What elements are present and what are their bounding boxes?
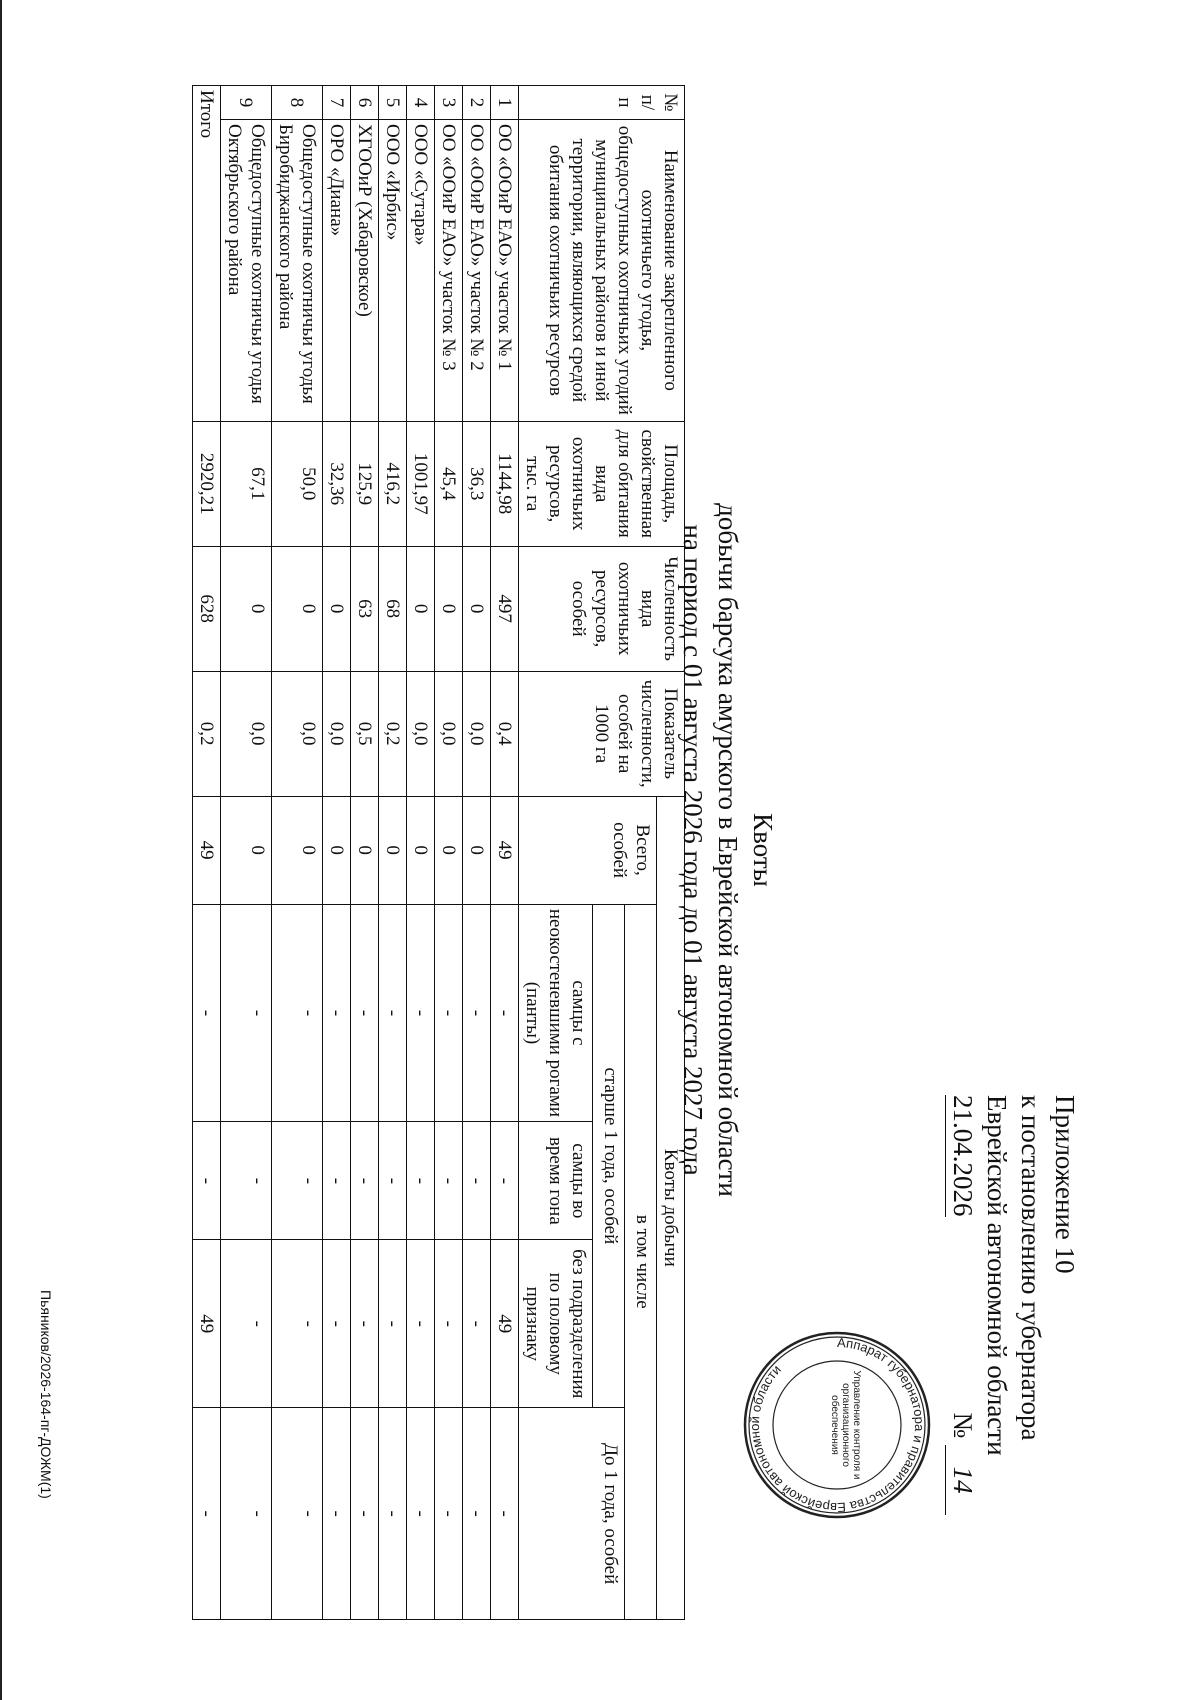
row-males-rut: -: [323, 1122, 351, 1240]
title-line-3: на период с 01 августа 2026 года до 01 августа 2027 года: [678, 524, 708, 1176]
row-males-antlers: -: [221, 904, 272, 1122]
row-males-antlers: -: [379, 904, 407, 1122]
row-density: 0,5: [351, 671, 379, 796]
row-no-sex: -: [323, 1240, 351, 1408]
row-density: 0,4: [491, 671, 519, 796]
row-name: Общедоступные охотничьи угодья Октябрьского района: [221, 119, 272, 421]
header-no-sex: без подразделения по половому признаку: [519, 1240, 593, 1408]
row-num: 6: [351, 86, 379, 120]
row-num: 3: [435, 86, 463, 120]
row-density: 0,0: [272, 671, 323, 796]
row-density: 0,0: [435, 671, 463, 796]
row-total: 0: [435, 796, 463, 904]
total-total: 49: [193, 796, 221, 904]
total-pop: 628: [193, 546, 221, 671]
row-males-antlers: -: [351, 904, 379, 1122]
footer-reference: Пьяников/2026-164-пг-ДОЖМ(1): [38, 1290, 54, 1499]
row-males-rut: -: [407, 1122, 435, 1240]
row-males-rut: -: [463, 1122, 491, 1240]
header-under1: До 1 года, особей: [519, 1408, 625, 1620]
row-population: 0: [435, 546, 463, 671]
appendix-date: 21.04.2026: [945, 1095, 980, 1217]
row-males-rut: -: [221, 1122, 272, 1240]
seal-ring-text: Аппарат губернатора и правительства Еврейской автономной области: [746, 1334, 928, 1516]
row-num: 5: [379, 86, 407, 120]
row-num: 9: [221, 86, 272, 120]
row-area: 50,0: [272, 421, 323, 546]
header-density: Показатель численности, особей на 1000 га: [519, 671, 685, 796]
row-name: ООО «Ирбис»: [379, 119, 407, 421]
title-line-1: Квоты: [748, 813, 778, 887]
row-population: 0: [463, 546, 491, 671]
row-no-sex: -: [379, 1240, 407, 1408]
header-area: Площадь, свойственная для обитания вида охотничьих ресурсов, тыс. га: [519, 421, 685, 546]
row-males-rut: -: [379, 1122, 407, 1240]
row-name: ХГООиР (Хабаровское): [351, 119, 379, 421]
table-row: [379, 86, 407, 1620]
row-density: 0,0: [221, 671, 272, 796]
row-males-antlers: -: [463, 904, 491, 1122]
total-under1: -: [193, 1408, 221, 1620]
row-population: 0: [407, 546, 435, 671]
row-area: 1144,98: [491, 421, 519, 546]
row-num: 4: [407, 86, 435, 120]
row-density: 0,2: [379, 671, 407, 796]
row-males-rut: -: [351, 1122, 379, 1240]
row-num: 8: [272, 86, 323, 120]
row-under1: -: [435, 1408, 463, 1620]
row-area: 32,36: [323, 421, 351, 546]
row-name: ООО «Сутара»: [407, 119, 435, 421]
row-population: 497: [491, 546, 519, 671]
row-no-sex: -: [272, 1240, 323, 1408]
header-males-antlers: самцы с неокостеневшими рогами (панты): [519, 904, 593, 1122]
header-total: Всего, особей: [519, 796, 657, 904]
seal-center-text: Управление контроля и организационного обеспечения: [829, 1370, 862, 1480]
row-area: 125,9: [351, 421, 379, 546]
total-area: 2920,21: [193, 421, 221, 546]
row-density: 0,0: [407, 671, 435, 796]
row-num: 7: [323, 86, 351, 120]
row-under1: -: [351, 1408, 379, 1620]
table-row: [351, 86, 379, 1620]
row-name: ОО «ООиР ЕАО» участок № 2: [463, 119, 491, 421]
row-total: 0: [463, 796, 491, 904]
row-males-rut: -: [435, 1122, 463, 1240]
table-row: [221, 86, 272, 1620]
table-body: [193, 86, 519, 1620]
row-under1: -: [379, 1408, 407, 1620]
header-name: Наименование закрепленного охотничьего угодья, общедоступных охотничьих угодий муниципальных районов и иной территории, являющихся средой обитания охотничьих ресурсов: [519, 119, 685, 421]
row-total: 0: [379, 796, 407, 904]
row-males-antlers: -: [491, 904, 519, 1122]
row-males-rut: -: [272, 1122, 323, 1240]
row-density: 0,0: [463, 671, 491, 796]
row-males-antlers: -: [272, 904, 323, 1122]
quota-table: [192, 85, 685, 1620]
total-rut: -: [193, 1122, 221, 1240]
row-no-sex: -: [435, 1240, 463, 1408]
row-total: 0: [323, 796, 351, 904]
table-row: [491, 86, 519, 1620]
table-row: [323, 86, 351, 1620]
row-under1: -: [407, 1408, 435, 1620]
appendix-line-2: к постановлению губернатора: [1016, 1095, 1046, 1441]
row-under1: -: [272, 1408, 323, 1620]
row-under1: -: [221, 1408, 272, 1620]
header-quotas: Квоты добычи: [657, 796, 685, 1619]
header-older: старше 1 года, особей: [593, 904, 625, 1408]
row-no-sex: 49: [491, 1240, 519, 1408]
appendix-number-label: №: [948, 1412, 978, 1439]
document-title-block: [675, 0, 780, 1700]
row-num: 2: [463, 86, 491, 120]
row-no-sex: -: [351, 1240, 379, 1408]
appendix-number: 14: [945, 1445, 980, 1515]
row-males-antlers: -: [407, 904, 435, 1122]
appendix-date-number-line: [945, 1095, 980, 1515]
row-total: 49: [491, 796, 519, 904]
total-antlers: -: [193, 904, 221, 1122]
row-name: ОО «ООиР ЕАО» участок № 3: [435, 119, 463, 421]
row-area: 67,1: [221, 421, 272, 546]
row-name: ОРО «Диана»: [323, 119, 351, 421]
header-including: в том числе: [625, 904, 657, 1619]
row-area: 1001,97: [407, 421, 435, 546]
row-population: 68: [379, 546, 407, 671]
row-num: 1: [491, 86, 519, 120]
title-line-2: добычи барсука амурского в Еврейской автономной области: [713, 503, 743, 1197]
row-under1: -: [491, 1408, 519, 1620]
appendix-block: [945, 1095, 1082, 1515]
row-under1: -: [323, 1408, 351, 1620]
table-row: [463, 86, 491, 1620]
total-row: [193, 86, 221, 1620]
row-population: 0: [272, 546, 323, 671]
header-males-rut: самцы во время гона: [519, 1122, 593, 1240]
row-area: 36,3: [463, 421, 491, 546]
row-males-antlers: -: [435, 904, 463, 1122]
row-population: 63: [351, 546, 379, 671]
header-population: Численность вида охотничьих ресурсов, особей: [519, 546, 685, 671]
appendix-line-1: Приложение 10: [1050, 1095, 1080, 1274]
row-total: 0: [221, 796, 272, 904]
table-row: [272, 86, 323, 1620]
table-row: [407, 86, 435, 1620]
row-population: 0: [323, 546, 351, 671]
row-area: 416,2: [379, 421, 407, 546]
row-total: 0: [272, 796, 323, 904]
total-density: 0,2: [193, 671, 221, 796]
table-row: [435, 86, 463, 1620]
row-density: 0,0: [323, 671, 351, 796]
row-no-sex: -: [463, 1240, 491, 1408]
row-population: 0: [221, 546, 272, 671]
row-males-antlers: -: [323, 904, 351, 1122]
row-name: Общедоступные охотничьи угодья Биробиджанского района: [272, 119, 323, 421]
page-edge-line: [0, 0, 2, 1700]
appendix-line-3: Еврейской автономной области: [982, 1095, 1012, 1456]
row-name: ОО «ООиР ЕАО» участок № 1: [491, 119, 519, 421]
row-no-sex: -: [407, 1240, 435, 1408]
row-males-rut: -: [491, 1122, 519, 1240]
total-nosex: 49: [193, 1240, 221, 1408]
row-under1: -: [463, 1408, 491, 1620]
header-num: № п/п: [519, 86, 685, 120]
row-total: 0: [351, 796, 379, 904]
row-area: 45,4: [435, 421, 463, 546]
row-total: 0: [407, 796, 435, 904]
total-row-label: Итого: [193, 86, 221, 422]
row-no-sex: -: [221, 1240, 272, 1408]
